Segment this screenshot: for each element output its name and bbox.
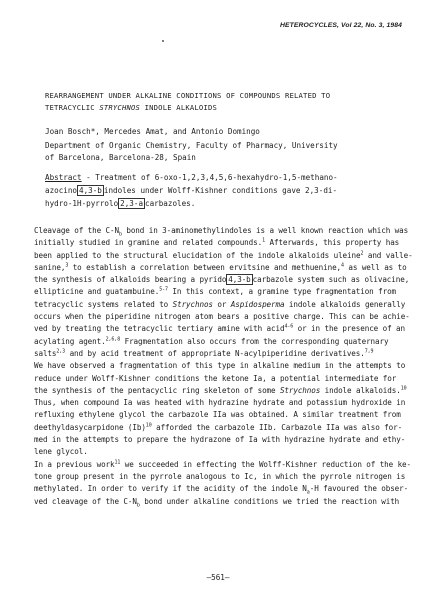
- title-text-end: INDOLE ALKALOIDS: [140, 103, 218, 112]
- abstract-text-3a: hydro-1H-pyrrolo: [45, 198, 119, 208]
- title-genus: STRYCHNOS: [99, 103, 141, 112]
- abstract-line-2: [45, 185, 390, 198]
- p1-text: indole alkaloids generally occurs when the piperidine nitrogen atom bears a positive charge. This can be achie-ved by treating the tetracyclic tertiary amine with acid: [34, 299, 410, 334]
- p1-text: to establish a correlation between ervitsine and methuenine,: [68, 262, 342, 272]
- p1-ref: 2,6,8: [105, 336, 121, 343]
- p1-ref: 5-7: [159, 286, 168, 293]
- title-line-1: REARRANGEMENT UNDER ALKALINE CONDITIONS OF COMPOUNDS RELATED TO: [45, 91, 331, 100]
- p3-text: Thus, when compound Ia was heated with hydrazine hydrate and potassium hydroxide in refluxing ethylene glycol the carbazole IIa was obtained. A similar treatment from deethyldasycarpidone (Ib): [34, 398, 406, 432]
- p4-subscript: a: [306, 489, 310, 496]
- abstract-text-2a: azocino: [45, 185, 78, 195]
- p1-text: and valle-sanine,: [34, 250, 413, 272]
- abstract: [45, 172, 390, 210]
- abstract-line-3: [45, 198, 390, 211]
- p1-ref: 4-6: [284, 323, 294, 330]
- p4-subscript: b: [136, 502, 140, 509]
- p4-ref: 11: [114, 459, 121, 466]
- paragraph-3: [34, 397, 414, 458]
- p1-text: In this context, a gramine type fragmentation from tetracyclic systems related to: [34, 287, 397, 309]
- p1-text: Afterwards, this property has been applied to the structural elucidation of the indole alkaloids uleine: [34, 238, 400, 260]
- p4-text: we succeeded in effecting the Wolff-Kishner reduction of the ke-tone group present in the pyrrole analogous to Ic, in which the pyrrole nitrogen is methylated. In order to verify if the acidity of the indole N: [34, 459, 411, 494]
- p1-ref: 2: [360, 250, 364, 257]
- p4-text: bond under alkaline conditions we tried the reaction with: [139, 496, 400, 506]
- p1-text: or: [212, 299, 231, 309]
- p1-fusion-box: 4,3-b: [228, 275, 251, 285]
- journal-header: HETEROCYCLES, Vol 22, No. 3, 1984: [279, 22, 402, 29]
- abstract-label: Abstract: [45, 173, 82, 182]
- abstract-line-1: [45, 172, 390, 185]
- p1-text: bond in 3-aminomethylindoles is a well known reaction which was initially studied in gramine and related compounds.: [34, 226, 409, 248]
- p4-text: In a previous work: [34, 459, 115, 469]
- paragraph-2: [34, 360, 414, 397]
- p1-genus: Aspidosperma: [230, 299, 285, 309]
- paragraph-4: [34, 459, 414, 508]
- p2-text: indole alkaloids.: [320, 385, 401, 395]
- p1-text: or in the presence of an acylating agent.: [34, 324, 405, 346]
- abstract-text-2b: indoles under Wolff-Kishner conditions gave 2,3-di-: [103, 185, 338, 195]
- p1-genus: Strychnos: [172, 299, 213, 309]
- body-text: [34, 225, 414, 508]
- affiliation-line-1: Department of Organic Chemistry, Faculty of Pharmacy, University: [45, 141, 338, 150]
- page-number: —561—: [206, 573, 230, 582]
- p3-text: afforded the carbazole IIb. Carbazole IIa was also for-med in the attempts to prepare the hydrazone of Ia with hydrazine hydrate and ethy-lene glycol.: [34, 422, 406, 457]
- abstract-text-3b: carbazoles.: [145, 198, 196, 208]
- p2-text: We have observed a fragmentation of this type in alkaline medium in the attempts to reduce under Wolff-Kishner conditions the ketone Ia, a potential intermediate for the synthesis of the pentacyclic ring skeleton of some: [34, 361, 406, 395]
- p4-text: -H favoured the obser-ved cleavage of the C-N: [34, 484, 409, 506]
- p1-ref: 3: [65, 262, 69, 269]
- p2-ref: 10: [400, 385, 407, 392]
- p1-text: Fragmentation also occurs from the corresponding quaternary salts: [34, 336, 389, 358]
- p1-text: and by acid treatment of appropriate N-acylpiperidine derivatives.: [65, 348, 365, 358]
- speck-mark: [162, 40, 164, 42]
- p1-ref: 7,9: [364, 348, 374, 355]
- title-text: TETRACYCLIC: [45, 103, 100, 112]
- abstract-text-1: - Treatment of 6-oxo-1,2,3,4,5,6-hexahydro-1,5-methano-: [81, 173, 338, 182]
- p1-subscript: b: [118, 231, 122, 238]
- title-line-2: [45, 102, 405, 114]
- paragraph-1: [34, 225, 414, 360]
- abstract-fusion-box-2: 2,3-a: [120, 198, 144, 208]
- affiliation-line-2: of Barcelona, Barcelona-28, Spain: [45, 153, 196, 162]
- abstract-fusion-box: 4,3-b: [79, 185, 102, 195]
- authors: Joan Bosch*, Mercedes Amat, and Antonio Domingo: [45, 127, 260, 136]
- p1-text: Cleavage of the C-N: [34, 226, 119, 235]
- p3-ref: 10: [145, 422, 152, 429]
- article-title: [45, 90, 405, 114]
- affiliation: [45, 140, 415, 164]
- p1-text: as well as to the synthesis of alkaloids bearing a pyrido: [34, 262, 407, 285]
- p1-text: carbazole system such as olivacine, ellipticine and guatambuine.: [34, 275, 410, 297]
- p2-genus: Strychnos: [279, 385, 321, 395]
- p1-ref: 1: [262, 237, 265, 244]
- p1-ref: 4: [341, 262, 344, 269]
- p1-ref: 2,3: [56, 348, 66, 355]
